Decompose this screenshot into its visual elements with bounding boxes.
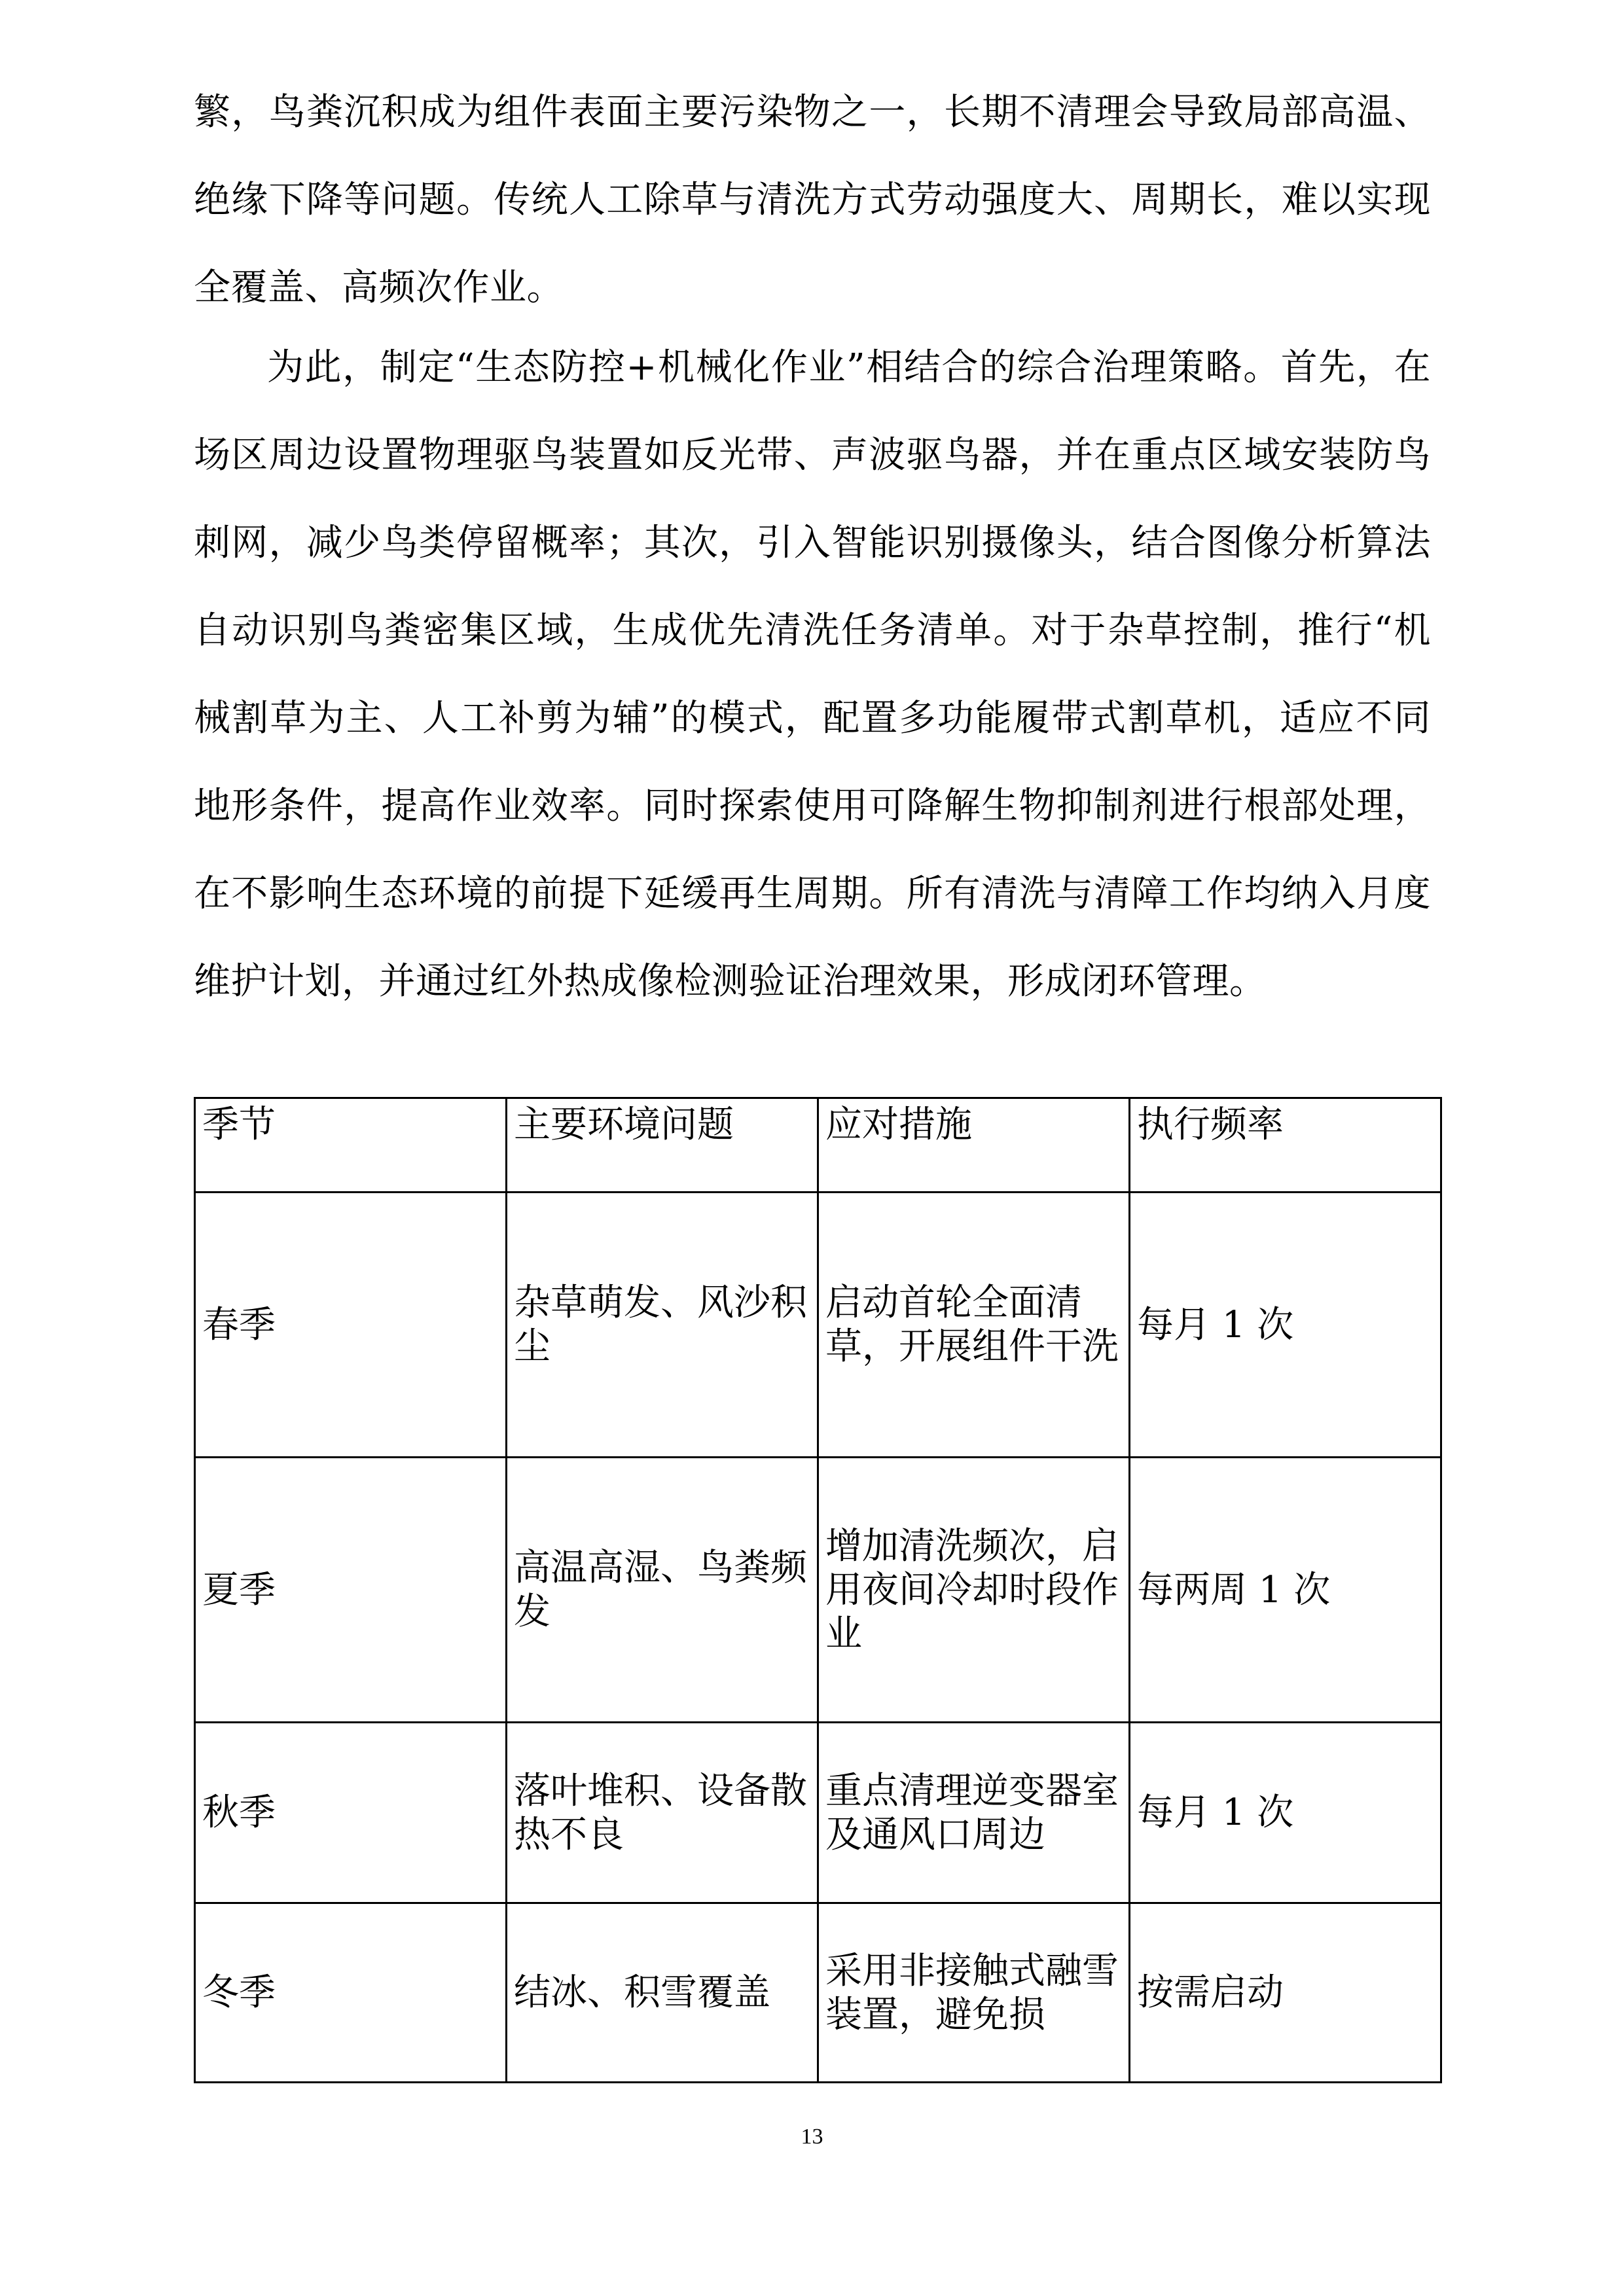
table-header-row	[195, 1098, 1441, 1193]
header-frequency: 执行频率	[1130, 1098, 1441, 1193]
frequency-cell: 按需启动	[1130, 1903, 1441, 2083]
season-cell: 春季	[195, 1193, 507, 1458]
problem-cell: 结冰、积雪覆盖	[507, 1903, 818, 2083]
measure-cell: 重点清理逆变器室及通风口周边	[818, 1723, 1130, 1903]
header-measure: 应对措施	[818, 1098, 1130, 1193]
measure-cell: 采用非接触式融雪装置，避免损	[818, 1903, 1130, 2083]
measure-cell: 启动首轮全面清草，开展组件干洗	[818, 1193, 1130, 1458]
header-season: 季节	[195, 1098, 507, 1193]
seasonal-measures-table	[194, 1097, 1442, 2083]
frequency-cell: 每月 1 次	[1130, 1193, 1441, 1458]
measure-cell: 增加清洗频次，启用夜间冷却时段作业	[818, 1458, 1130, 1723]
page-number: 13	[801, 2125, 823, 2149]
body-paragraph-2: 为此，制定“生态防控+机械化作业”相结合的综合治理策略。首先，在场区周边设置物理驱鸟装置如反光带、声波驱鸟器，并在重点区域安装防鸟刺网，减少鸟类停留概率；其次，引入智能识别摄像头，结合图像分析算法自动识别鸟粪密集区域，生成优先清洗任务清单。对于杂草控制，推行“机械割草为主、人工补剪为辅”的模式，配置多功能履带式割草机，适应不同地形条件，提高作业效率。同时探索使用可降解生物抑制剂进行根部处理，在不影响生态环境的前提下延缓再生周期。所有清洗与清障工作均纳入月度维护计划，并通过红外热成像检测验证治理效果，形成闭环管理。	[194, 346, 1431, 1003]
season-cell: 夏季	[195, 1458, 507, 1723]
season-cell: 秋季	[195, 1723, 507, 1903]
table-row	[195, 1723, 1441, 1903]
table-row	[195, 1193, 1441, 1458]
frequency-cell: 每月 1 次	[1130, 1723, 1441, 1903]
header-problem: 主要环境问题	[507, 1098, 818, 1193]
season-cell: 冬季	[195, 1903, 507, 2083]
table-row	[195, 1903, 1441, 2083]
table-row	[195, 1458, 1441, 1723]
problem-cell: 落叶堆积、设备散热不良	[507, 1723, 818, 1903]
body-paragraph-1: 繁，鸟粪沉积成为组件表面主要污染物之一，长期不清理会导致局部高温、绝缘下降等问题。传统人工除草与清洗方式劳动强度大、周期长，难以实现全覆盖、高频次作业。	[194, 91, 1431, 309]
frequency-cell: 每两周 1 次	[1130, 1458, 1441, 1723]
problem-cell: 高温高湿、鸟粪频发	[507, 1458, 818, 1723]
problem-cell: 杂草萌发、风沙积尘	[507, 1193, 818, 1458]
